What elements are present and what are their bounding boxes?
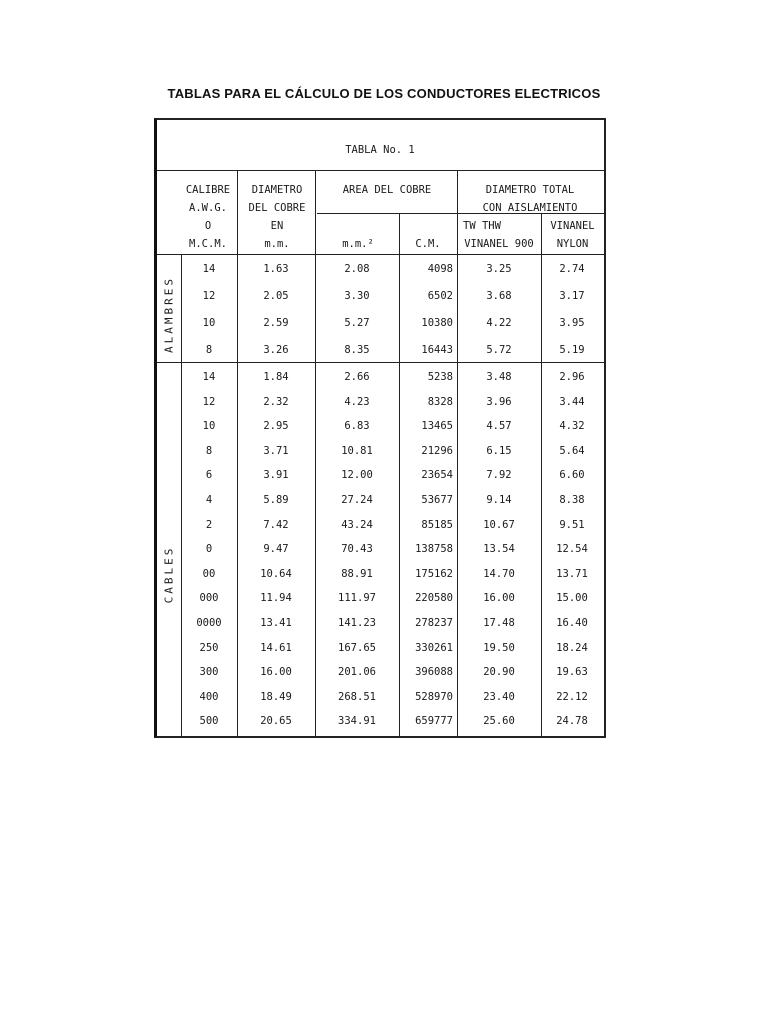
group-label-cables: CABLES — [162, 545, 176, 604]
cell-vn: 6.60 — [559, 469, 585, 482]
cell-cm: 175162 — [415, 567, 453, 580]
cell-cal: 0000 — [196, 617, 222, 629]
scanned-table — [154, 118, 606, 738]
cell-cal: 14 — [202, 263, 216, 275]
cell-dia: 20.65 — [260, 715, 292, 728]
header-calibre-1: CALIBRE — [185, 184, 231, 196]
header-diametro-1: DIAMETRO — [251, 184, 303, 196]
cell-dia: 3.26 — [263, 344, 289, 356]
cell-mm2: 268.51 — [338, 690, 376, 703]
cell-cal: 4 — [205, 494, 213, 506]
group-label-alambres: ALAMBRES — [162, 276, 176, 353]
cell-cm: 330261 — [415, 641, 453, 654]
cell-tw: 7.92 — [486, 469, 512, 482]
cell-cal: 6 — [205, 469, 213, 482]
cell-dia: 11.94 — [260, 592, 292, 605]
cell-vn: 3.17 — [559, 290, 585, 302]
cell-dia: 7.42 — [263, 518, 289, 531]
header-calibre-4: M.C.M. — [189, 238, 227, 250]
cell-cm: 278237 — [415, 617, 453, 629]
cell-tw: 19.50 — [483, 641, 515, 654]
cell-cal: 12 — [202, 290, 216, 302]
cell-vn: 22.12 — [556, 690, 588, 703]
cell-cal: 000 — [199, 592, 219, 605]
header-area-mm2: m.m.² — [342, 238, 374, 250]
cell-dia: 1.84 — [263, 371, 289, 383]
cell-mm2: 43.24 — [341, 518, 373, 531]
cell-mm2: 88.91 — [341, 567, 373, 580]
cell-tw: 16.00 — [483, 592, 515, 605]
cell-mm2: 2.66 — [344, 371, 370, 383]
cell-vn: 5.64 — [559, 444, 585, 457]
cell-cm: 85185 — [421, 518, 453, 531]
cell-mm2: 4.23 — [344, 395, 370, 408]
cell-tw: 3.96 — [486, 395, 512, 408]
cell-mm2: 12.00 — [341, 469, 373, 482]
header-diametro-3: EN — [270, 220, 284, 232]
divider — [157, 254, 605, 255]
cell-tw: 23.40 — [483, 690, 515, 703]
divider — [541, 213, 542, 736]
cell-dia: 5.89 — [263, 494, 289, 506]
header-diametro-4: m.m. — [264, 238, 290, 250]
cell-tw: 4.22 — [486, 317, 512, 329]
cell-cm: 138758 — [415, 543, 453, 556]
cell-mm2: 334.91 — [338, 715, 376, 728]
cell-cal: 8 — [205, 444, 213, 457]
cell-tw: 9.14 — [486, 494, 512, 506]
cell-vn: 24.78 — [556, 715, 588, 728]
header-diametro-total-2: CON AISLAMIENTO — [482, 202, 578, 214]
cell-mm2: 201.06 — [338, 666, 376, 679]
header-diametro-total-1: DIAMETRO TOTAL — [485, 184, 575, 196]
cell-cal: 250 — [199, 641, 219, 654]
cell-cal: 14 — [202, 371, 216, 383]
divider — [237, 170, 238, 736]
cell-tw: 13.54 — [483, 543, 515, 556]
cell-tw: 20.90 — [483, 666, 515, 679]
cell-cm: 220580 — [415, 592, 453, 605]
cell-vn: 18.24 — [556, 641, 588, 654]
cell-mm2: 27.24 — [341, 494, 373, 506]
cell-dia: 1.63 — [263, 263, 289, 275]
divider — [399, 213, 400, 736]
cell-dia: 2.95 — [263, 420, 289, 433]
cell-vn: 19.63 — [556, 666, 588, 679]
cell-cal: 500 — [199, 715, 219, 728]
header-area-cm: C.M. — [415, 238, 441, 250]
cell-cm: 4098 — [427, 263, 453, 275]
cell-vn: 2.96 — [559, 371, 585, 383]
header-diametro-2: DEL COBRE — [248, 202, 306, 214]
cell-vn: 2.74 — [559, 263, 585, 275]
cell-dia: 2.05 — [263, 290, 289, 302]
table-caption: TABLA No. 1 — [345, 144, 415, 156]
divider — [181, 254, 182, 736]
cell-mm2: 2.08 — [344, 263, 370, 275]
cell-dia: 13.41 — [260, 617, 292, 629]
cell-tw: 10.67 — [483, 518, 515, 531]
cell-cal: 2 — [205, 518, 213, 531]
header-calibre-2: A.W.G. — [189, 202, 227, 214]
cell-mm2: 167.65 — [338, 641, 376, 654]
cell-tw: 17.48 — [483, 617, 515, 629]
header-calibre-3: O — [204, 220, 212, 232]
cell-tw: 5.72 — [486, 344, 512, 356]
cell-cal: 10 — [202, 317, 216, 329]
cell-tw: 3.68 — [486, 290, 512, 302]
cell-cm: 5238 — [427, 371, 453, 383]
cell-mm2: 3.30 — [344, 290, 370, 302]
cell-mm2: 70.43 — [341, 543, 373, 556]
divider — [457, 170, 458, 736]
cell-cm: 23654 — [421, 469, 453, 482]
cell-vn: 16.40 — [556, 617, 588, 629]
cell-vn: 5.19 — [559, 344, 585, 356]
cell-vn: 8.38 — [559, 494, 585, 506]
cell-dia: 14.61 — [260, 641, 292, 654]
cell-cal: 400 — [199, 690, 219, 703]
cell-vn: 15.00 — [556, 592, 588, 605]
cell-tw: 6.15 — [486, 444, 512, 457]
cell-cal: 300 — [199, 666, 219, 679]
cell-cm: 396088 — [415, 666, 453, 679]
divider — [315, 170, 316, 736]
cell-cm: 13465 — [421, 420, 453, 433]
cell-vn: 3.44 — [559, 395, 585, 408]
cell-cm: 8328 — [427, 395, 453, 408]
cell-dia: 9.47 — [263, 543, 289, 556]
cell-mm2: 5.27 — [344, 317, 370, 329]
header-tw-thw: TW THW — [463, 220, 501, 232]
header-vinanel: VINANEL — [550, 220, 595, 232]
cell-cm: 659777 — [415, 715, 453, 728]
cell-cal: 00 — [202, 567, 216, 580]
divider — [157, 170, 605, 171]
cell-mm2: 141.23 — [338, 617, 376, 629]
cell-dia: 2.59 — [263, 317, 289, 329]
cell-mm2: 8.35 — [344, 344, 370, 356]
cell-dia: 3.91 — [263, 469, 289, 482]
document-title: TABLAS PARA EL CÁLCULO DE LOS CONDUCTORES ELECTRICOS — [167, 86, 601, 101]
cell-vn: 12.54 — [556, 543, 588, 556]
cell-vn: 4.32 — [559, 420, 585, 433]
cell-tw: 25.60 — [483, 715, 515, 728]
cell-cal: 0 — [205, 543, 213, 556]
cell-mm2: 111.97 — [338, 592, 376, 605]
cell-tw: 3.48 — [486, 371, 512, 383]
cell-tw: 14.70 — [483, 567, 515, 580]
cell-cm: 16443 — [421, 344, 453, 356]
cell-cm: 6502 — [427, 290, 453, 302]
header-vinanel-900: VINANEL 900 — [464, 238, 534, 250]
divider — [157, 362, 605, 363]
cell-dia: 16.00 — [260, 666, 292, 679]
cell-cm: 528970 — [415, 690, 453, 703]
cell-cm: 53677 — [421, 494, 453, 506]
cell-vn: 3.95 — [559, 317, 585, 329]
cell-tw: 3.25 — [486, 263, 512, 275]
cell-cm: 10380 — [421, 317, 453, 329]
cell-cal: 10 — [202, 420, 216, 433]
cell-dia: 18.49 — [260, 690, 292, 703]
cell-vn: 13.71 — [556, 567, 588, 580]
cell-vn: 9.51 — [559, 518, 585, 531]
header-area: AREA DEL COBRE — [342, 184, 432, 196]
cell-dia: 3.71 — [263, 444, 289, 457]
cell-tw: 4.57 — [486, 420, 512, 433]
cell-dia: 10.64 — [260, 567, 292, 580]
cell-cal: 8 — [205, 344, 213, 356]
cell-mm2: 6.83 — [344, 420, 370, 433]
cell-dia: 2.32 — [263, 395, 289, 408]
divider — [317, 213, 605, 214]
cell-cal: 12 — [202, 395, 216, 408]
cell-cm: 21296 — [421, 444, 453, 457]
header-nylon: NYLON — [556, 238, 589, 250]
cell-mm2: 10.81 — [341, 444, 373, 457]
